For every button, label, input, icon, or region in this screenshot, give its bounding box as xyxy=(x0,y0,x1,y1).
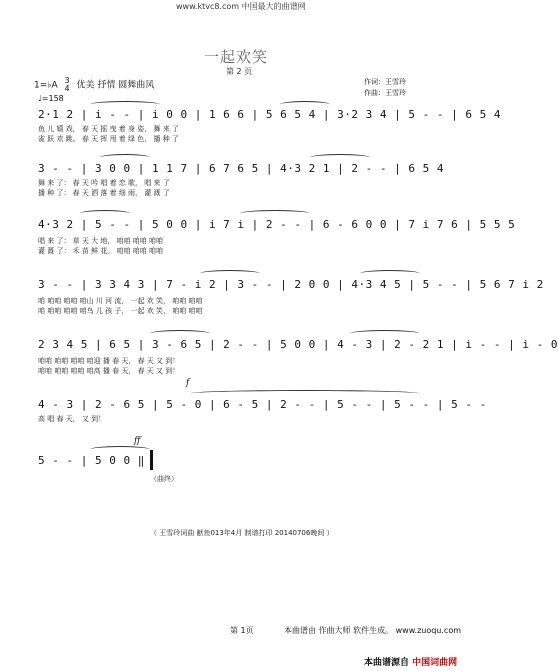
slur xyxy=(90,101,160,108)
slur xyxy=(150,330,210,337)
slur xyxy=(90,446,150,453)
notation-line-1: 2·1 2 | i - - | i 0 0 | 1 6 6 | 5 6 5 4 | 3·2 3 4 | 5 - - | 6 5 4 xyxy=(38,108,501,121)
brand-left: 本曲谱源自 xyxy=(364,658,410,668)
lyric-line-3b: 灌 溉 了： 禾 苗 鲜 花。 咱咱 咱咱 咱咱 xyxy=(38,247,164,255)
time-top: 3 xyxy=(64,76,70,85)
lyric-line-2b: 播 种 了： 春 天 洒 落 着 细 雨， 灌 溉 了 xyxy=(38,189,170,197)
brand-logo xyxy=(364,655,457,668)
slur xyxy=(350,330,420,337)
tempo-marking: ♩=158 xyxy=(38,94,64,103)
notation-line-2: 3 - - | 3 0 0 | 1 1 7 | 6 7 6 5 | 4·3 2 1 | 2 - - | 6 5 4 xyxy=(38,162,444,175)
slur xyxy=(100,154,150,161)
lyric-line-5a: 咱咱 咱咱 咱咱 咱迎 播 春 天， 春 天 又 到！ xyxy=(38,357,180,365)
slur xyxy=(240,210,310,217)
slur xyxy=(360,270,420,277)
end-label: （曲终） xyxy=(150,475,178,483)
slur xyxy=(200,270,260,277)
slur xyxy=(190,390,420,397)
page-number: 第 1页 xyxy=(230,626,254,635)
time-bottom: 4 xyxy=(64,84,70,93)
notation-line-4: 3 - - | 3 3 4 3 | 7 - i 2 | 3 - - | 2 0 0 | 4·3 4 5 | 5 - - | 5 6 7 i 2 xyxy=(38,278,544,291)
dynamic-fortissimo: ff xyxy=(134,436,141,446)
notation-line-7: 5 - - | 5 0 0 ‖ xyxy=(38,454,145,467)
page-label: 第 2 页 xyxy=(226,67,253,76)
composer-credit: 作曲：王雪玲 xyxy=(364,89,406,97)
lyric-line-1a: 鱼 儿 嬉 戏， 春 天 摇 曳 着 身 姿， 舞 来 了 xyxy=(38,125,179,133)
slur xyxy=(280,101,330,108)
notation-line-6: 4 - 3 | 2 - 6 5 | 5 - 0 | 6 - 5 | 2 - - | 5 - - | 5 - - | 5 - - xyxy=(38,398,487,411)
key-signature: 1=♭A xyxy=(34,80,58,91)
brand-right: 中国词曲网 xyxy=(412,658,458,668)
slur xyxy=(310,154,370,161)
slur xyxy=(80,210,130,217)
lyricist-credit: 作词：王雪玲 xyxy=(364,78,406,86)
generator-credit: 本曲谱由 作曲大师 软件生成。 www.zuoqu.com xyxy=(284,626,462,635)
key-signature-block xyxy=(34,77,154,93)
lyric-line-3a: 唱 来 了： 草 天 大 地， 咱咱 咱咱 咱咱 xyxy=(38,237,164,245)
final-barline xyxy=(150,450,153,470)
time-signature xyxy=(65,77,70,93)
song-title: 一起欢笑 xyxy=(204,48,269,66)
lyric-line-5b: 咱咱 咱咱 咱咱 咱高 播 春 天， 春 天 又 到！ xyxy=(38,367,180,375)
footer-note: （ 王雪玲词曲 献鱼013年4月 制谱打印 20140706晚间 ） xyxy=(150,529,334,537)
style-marking: 优美 抒情 圆舞曲风 xyxy=(76,80,155,91)
notation-line-5: 2 3 4 5 | 6 5 | 3 - 6 5 | 2 - - | 5 0 0 | 4 - 3 | 2 - 2 1 | i - - | i - 0 xyxy=(38,338,558,351)
lyric-line-4a: 咱 咱咱 咱咱 咱山 川 河 流， 一起 欢 笑， 咱咱 咱咱 xyxy=(38,297,203,305)
notation-line-3: 4·3 2 | 5 - - | 5 0 0 | i 7 i | 2 - - | 6 - 6 0 0 | 7 i 7 6 | 5 5 5 xyxy=(38,218,516,231)
lyric-line-6a: 高 唱 春 天， 又 到！ xyxy=(38,415,106,423)
lyric-line-2a: 舞 来 了： 春 天 吟 唱 着 恋 歌， 唱 来 了 xyxy=(38,179,170,187)
site-header-bar xyxy=(0,0,474,14)
lyric-line-4b: 咱 咱咱 咱咱 咱鸟 儿 孩 子， 一起 欢 笑， 咱咱 咱咱 xyxy=(38,307,203,315)
lyric-line-1b: 雀 跃 欢 跳。 春 天 挥 甩 着 绿 色， 播 种 了 xyxy=(38,135,179,143)
site-header-text: www.ktvc8.com 中国最大的曲谱网 xyxy=(176,2,306,11)
dynamic-forte: f xyxy=(186,378,190,388)
